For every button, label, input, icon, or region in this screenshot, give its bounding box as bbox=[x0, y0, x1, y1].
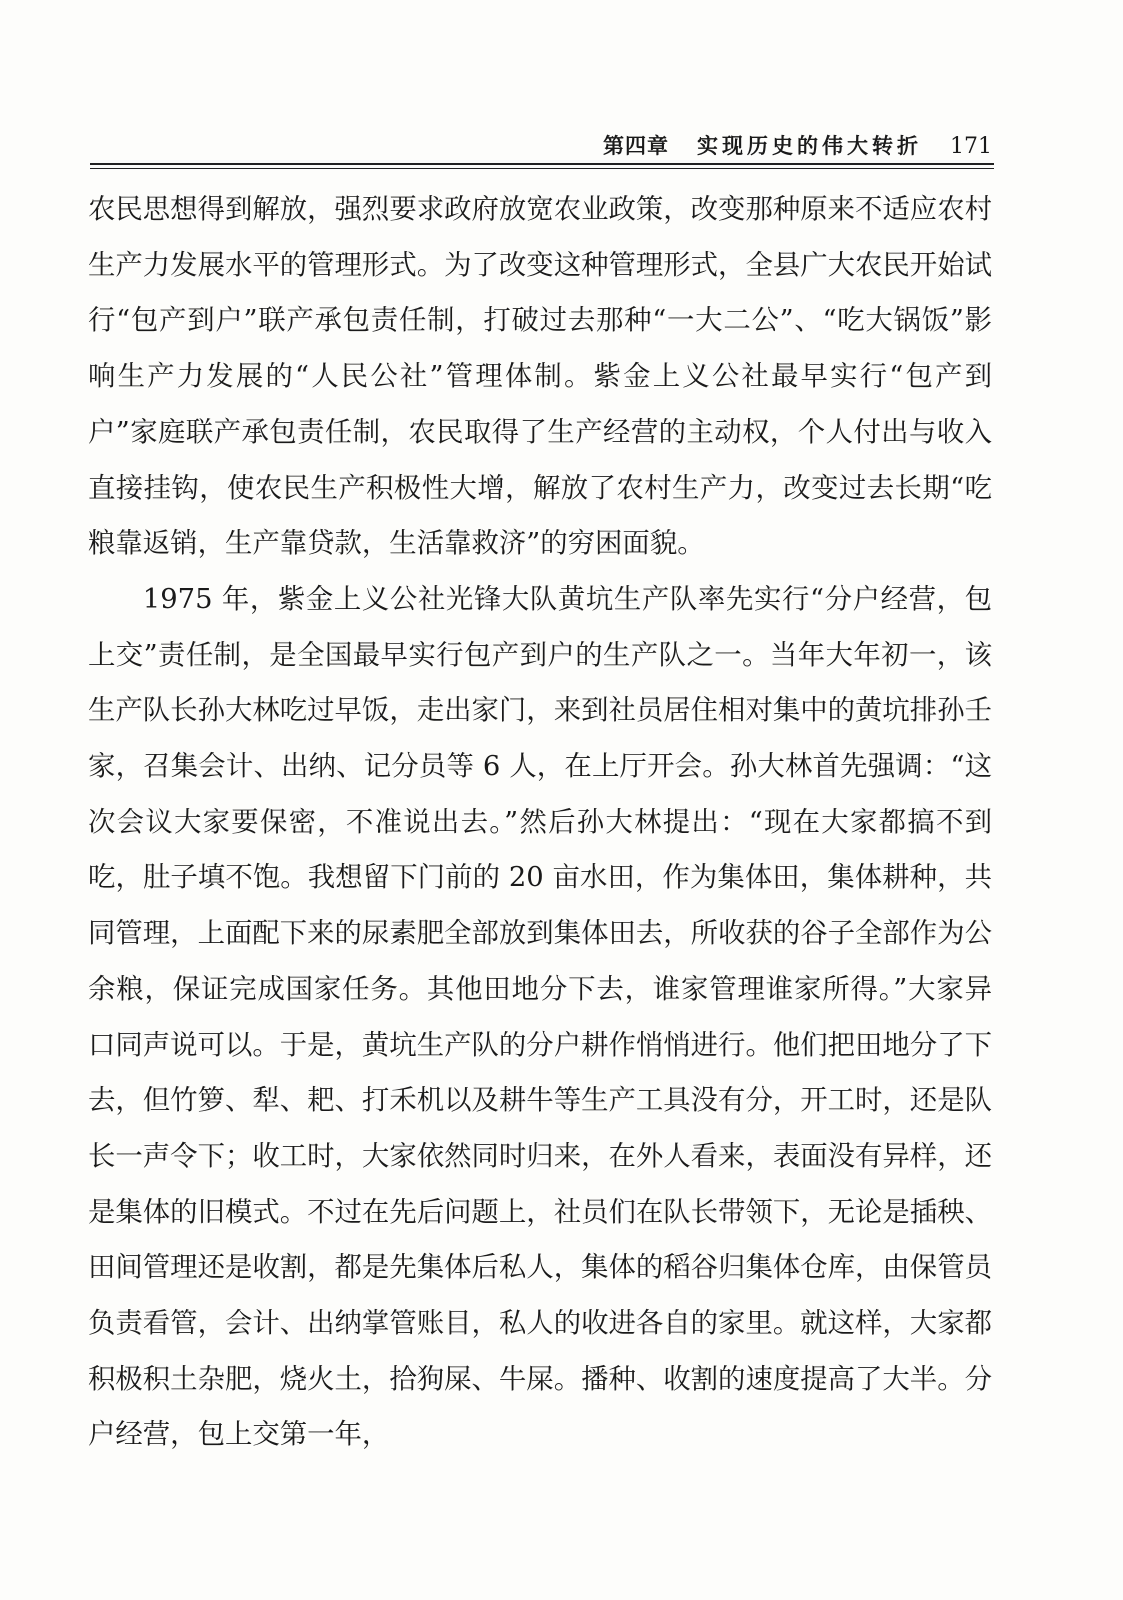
header-rule-thick bbox=[90, 163, 994, 165]
chapter-title: 实现历史的伟大转折 bbox=[697, 133, 922, 158]
header-rule-thin bbox=[90, 168, 994, 169]
paragraph-1: 农民思想得到解放，强烈要求政府放宽农业政策，改变那种原来不适应农村生产力发展水平的管理形式。为了改变这种管理形式，全县广大农民开始试行“包产到户”联产承包责任制，打破过去那种“一大二公”、“吃大锅饭”影响生产力发展的“人民公社”管理体制。紫金上义公社最早实行“包产到户”家庭联产承包责任制，农民取得了生产经营的主动权，个人付出与收入直接挂钩，使农民生产积极性大增，解放了农村生产力，改变过去长期“吃粮靠返销，生产靠贷款，生活靠救济”的穷困面貌。 bbox=[88, 194, 992, 560]
paragraph-2: 1975 年，紫金上义公社光锋大队黄坑生产队率先实行“分户经营，包上交”责任制，是全国最早实行包产到户的生产队之一。当年大年初一，该生产队长孙大林吃过早饭，走出家门，来到社员居住相对集中的黄坑排孙壬家，召集会计、出纳、记分员等 6 人，在上厅开会。孙大林首先强调：“这次会议大家要保密，不准说出去。”然后孙大林提出：“现在大家都搞不到吃，肚子填不饱。我想留下门前的 20 亩水田，作为集体田，集体耕种，共同管理，上面配下来的尿素肥全部放到集体田去，所收获的谷子全部作为公余粮，保证完成国家任务。其他田地分下去，谁家管理谁家所得。”大家异口同声说可以。于是，黄坑生产队的分户耕作悄悄进行。他们把田地分了下去，但竹箩、犁、耙、打禾机以及耕牛等生产工具没有分，开工时，还是队长一声令下；收工时，大家依然同时归来，在外人看来，表面没有异样，还是集体的旧模式。不过在先后问题上，社员们在队长带领下，无论是插秧、田间管理还是收割，都是先集体后私人，集体的稻谷归集体仓库，由保管员负责看管，会计、出纳掌管账目，私人的收进各自的家里。就这样，大家都积极积土杂肥，烧火土，拾狗屎、牛屎。播种、收割的速度提高了大半。分户经营，包上交第一年， bbox=[88, 583, 992, 1451]
running-head bbox=[90, 130, 992, 164]
chapter-label: 第四章 bbox=[603, 133, 669, 158]
page-number: 171 bbox=[950, 134, 992, 159]
body-text bbox=[88, 182, 992, 1463]
